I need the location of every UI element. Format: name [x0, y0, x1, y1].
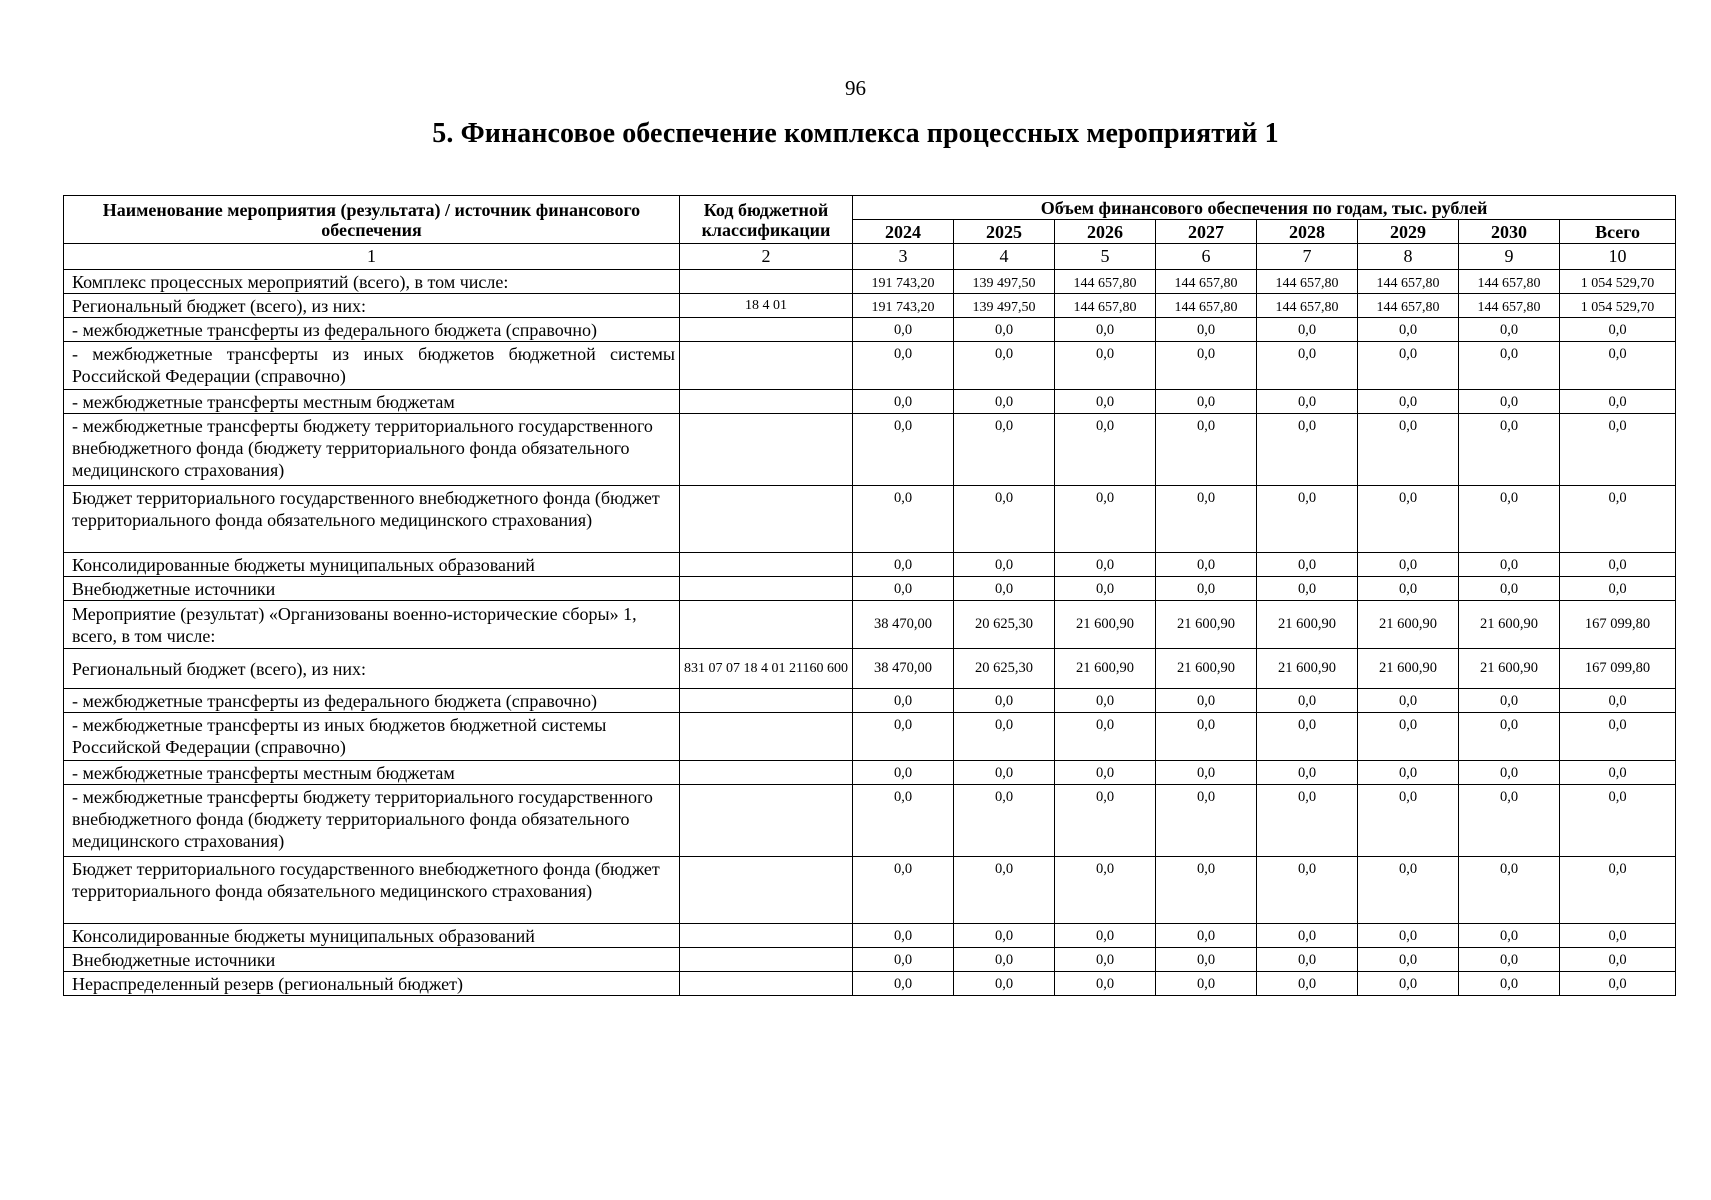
row-code [680, 414, 853, 486]
row-value: 0,0 [954, 577, 1055, 601]
row-value: 0,0 [1560, 390, 1676, 414]
row-name: - межбюджетные трансферты местным бюджетам [64, 390, 680, 414]
table-body [64, 270, 1676, 996]
table-row [64, 785, 1676, 857]
row-value: 21 600,90 [1156, 649, 1257, 689]
row-value: 191 743,20 [853, 270, 954, 294]
row-value: 0,0 [853, 486, 954, 553]
table-row [64, 601, 1676, 649]
row-value: 139 497,50 [954, 294, 1055, 318]
row-value: 0,0 [1257, 689, 1358, 713]
row-value: 0,0 [1156, 486, 1257, 553]
row-value: 21 600,90 [1055, 601, 1156, 649]
row-value: 0,0 [1055, 577, 1156, 601]
table-row [64, 924, 1676, 948]
row-value: 144 657,80 [1156, 294, 1257, 318]
row-value: 0,0 [1257, 948, 1358, 972]
row-value: 144 657,80 [1257, 294, 1358, 318]
row-value: 0,0 [853, 761, 954, 785]
header-index-cell: 7 [1257, 244, 1358, 270]
header-index-cell: 10 [1560, 244, 1676, 270]
row-value: 0,0 [1257, 318, 1358, 342]
row-value: 0,0 [1055, 972, 1156, 996]
row-value: 0,0 [1156, 857, 1257, 924]
row-value: 0,0 [1358, 948, 1459, 972]
row-value: 0,0 [853, 924, 954, 948]
row-value: 0,0 [1459, 713, 1560, 761]
row-value: 0,0 [1459, 972, 1560, 996]
row-value: 0,0 [954, 342, 1055, 390]
row-code [680, 924, 853, 948]
header-index-cell: 5 [1055, 244, 1156, 270]
row-code [680, 270, 853, 294]
header-year: 2025 [954, 220, 1055, 244]
row-value: 38 470,00 [853, 601, 954, 649]
row-value: 0,0 [1257, 414, 1358, 486]
row-value: 0,0 [1156, 713, 1257, 761]
row-name: Консолидированные бюджеты муниципальных образований [64, 924, 680, 948]
row-value: 0,0 [853, 577, 954, 601]
row-value: 0,0 [954, 761, 1055, 785]
row-value: 0,0 [1055, 689, 1156, 713]
row-value: 0,0 [853, 553, 954, 577]
header-index-cell: 3 [853, 244, 954, 270]
row-value: 0,0 [1358, 553, 1459, 577]
row-value: 0,0 [1459, 761, 1560, 785]
row-value: 0,0 [1358, 390, 1459, 414]
row-value: 0,0 [1156, 414, 1257, 486]
table-row [64, 294, 1676, 318]
row-value: 0,0 [1055, 318, 1156, 342]
row-value: 0,0 [1459, 414, 1560, 486]
table-row [64, 414, 1676, 486]
row-value: 0,0 [1156, 342, 1257, 390]
table-row [64, 948, 1676, 972]
row-code [680, 972, 853, 996]
header-index-cell: 9 [1459, 244, 1560, 270]
table-row [64, 553, 1676, 577]
row-value: 0,0 [853, 713, 954, 761]
row-value: 1 054 529,70 [1560, 294, 1676, 318]
row-value: 0,0 [1459, 948, 1560, 972]
row-value: 0,0 [1560, 342, 1676, 390]
header-volume: Объем финансового обеспечения по годам, тыс. рублей [853, 196, 1676, 220]
row-value: 0,0 [1156, 318, 1257, 342]
row-value: 0,0 [1358, 342, 1459, 390]
header-index-cell: 1 [64, 244, 680, 270]
header-year: 2028 [1257, 220, 1358, 244]
row-value: 0,0 [1560, 972, 1676, 996]
row-value: 144 657,80 [1358, 294, 1459, 318]
row-name: Комплекс процессных мероприятий (всего), в том числе: [64, 270, 680, 294]
row-name: Бюджет территориального государственного внебюджетного фонда (бюджет территориального фонда обязательного медицинского страхования) [64, 857, 680, 924]
row-value: 20 625,30 [954, 649, 1055, 689]
row-value: 0,0 [1156, 553, 1257, 577]
row-value: 0,0 [954, 318, 1055, 342]
row-value: 0,0 [954, 689, 1055, 713]
row-name: - межбюджетные трансферты местным бюджетам [64, 761, 680, 785]
header-index-row [64, 244, 1676, 270]
row-value: 0,0 [1459, 689, 1560, 713]
header-year: 2029 [1358, 220, 1459, 244]
row-code [680, 486, 853, 553]
row-value: 0,0 [1560, 318, 1676, 342]
row-value: 0,0 [1358, 414, 1459, 486]
row-value: 144 657,80 [1156, 270, 1257, 294]
row-value: 0,0 [1560, 553, 1676, 577]
row-code [680, 601, 853, 649]
row-name: Нераспределенный резерв (региональный бюджет) [64, 972, 680, 996]
row-value: 0,0 [1055, 390, 1156, 414]
row-code [680, 948, 853, 972]
row-value: 0,0 [1358, 924, 1459, 948]
table-row [64, 342, 1676, 390]
row-value: 0,0 [1257, 486, 1358, 553]
row-value: 0,0 [853, 785, 954, 857]
row-value: 191 743,20 [853, 294, 954, 318]
row-value: 0,0 [1257, 577, 1358, 601]
table-row [64, 486, 1676, 553]
row-value: 0,0 [1560, 761, 1676, 785]
row-value: 144 657,80 [1257, 270, 1358, 294]
row-value: 0,0 [1156, 689, 1257, 713]
row-value: 0,0 [1459, 553, 1560, 577]
row-value: 0,0 [1358, 785, 1459, 857]
row-value: 21 600,90 [1257, 601, 1358, 649]
row-name: - межбюджетные трансферты из иных бюджетов бюджетной системы Российской Федерации (справочно) [64, 713, 680, 761]
table-row [64, 577, 1676, 601]
row-value: 0,0 [1055, 857, 1156, 924]
row-value: 0,0 [1156, 924, 1257, 948]
row-name: Внебюджетные источники [64, 948, 680, 972]
row-value: 0,0 [1055, 342, 1156, 390]
row-value: 0,0 [1055, 785, 1156, 857]
row-value: 0,0 [1358, 486, 1459, 553]
row-value: 0,0 [853, 390, 954, 414]
row-value: 0,0 [1358, 972, 1459, 996]
row-name: - межбюджетные трансферты бюджету территориального государственного внебюджетного фонда (бюджету территориального фонда обязательного медицинского страхования) [64, 785, 680, 857]
row-value: 0,0 [1055, 713, 1156, 761]
table-row [64, 761, 1676, 785]
row-value: 0,0 [1358, 577, 1459, 601]
table-row [64, 649, 1676, 689]
row-name: Консолидированные бюджеты муниципальных образований [64, 553, 680, 577]
row-value: 0,0 [1560, 857, 1676, 924]
row-value: 21 600,90 [1459, 649, 1560, 689]
header-year: 2030 [1459, 220, 1560, 244]
row-value: 0,0 [1055, 553, 1156, 577]
row-code [680, 390, 853, 414]
row-name: - межбюджетные трансферты из федерального бюджета (справочно) [64, 318, 680, 342]
row-value: 0,0 [1560, 948, 1676, 972]
header-year: 2026 [1055, 220, 1156, 244]
row-code [680, 318, 853, 342]
row-value: 0,0 [1257, 713, 1358, 761]
row-value: 21 600,90 [1358, 601, 1459, 649]
table-row [64, 972, 1676, 996]
table-row [64, 857, 1676, 924]
row-value: 167 099,80 [1560, 601, 1676, 649]
row-code: 831 07 07 18 4 01 21160 600 [680, 649, 853, 689]
row-value: 0,0 [1459, 857, 1560, 924]
row-code [680, 577, 853, 601]
row-value: 0,0 [1257, 342, 1358, 390]
row-code [680, 553, 853, 577]
row-value: 0,0 [1156, 761, 1257, 785]
row-value: 0,0 [954, 785, 1055, 857]
row-value: 0,0 [954, 924, 1055, 948]
row-value: 144 657,80 [1358, 270, 1459, 294]
row-value: 0,0 [853, 318, 954, 342]
row-code [680, 342, 853, 390]
row-value: 0,0 [853, 342, 954, 390]
row-value: 0,0 [1459, 486, 1560, 553]
row-value: 144 657,80 [1459, 270, 1560, 294]
row-code [680, 761, 853, 785]
row-value: 0,0 [1257, 390, 1358, 414]
table-row [64, 318, 1676, 342]
row-value: 0,0 [1459, 924, 1560, 948]
header-index-cell: 8 [1358, 244, 1459, 270]
row-value: 0,0 [1055, 486, 1156, 553]
row-value: 0,0 [853, 972, 954, 996]
row-value: 0,0 [1560, 577, 1676, 601]
row-value: 0,0 [853, 414, 954, 486]
row-value: 0,0 [1257, 924, 1358, 948]
row-value: 144 657,80 [1055, 270, 1156, 294]
row-value: 21 600,90 [1055, 649, 1156, 689]
row-value: 0,0 [1459, 390, 1560, 414]
row-value: 0,0 [853, 948, 954, 972]
table-row [64, 390, 1676, 414]
table-row [64, 713, 1676, 761]
row-name: Мероприятие (результат) «Организованы военно-исторические сборы» 1, всего, в том числе: [64, 601, 680, 649]
row-value: 0,0 [1257, 553, 1358, 577]
header-year: Всего [1560, 220, 1676, 244]
row-name: - межбюджетные трансферты бюджету территориального государственного внебюджетного фонда (бюджету территориального фонда обязательного медицинского страхования) [64, 414, 680, 486]
row-value: 21 600,90 [1459, 601, 1560, 649]
row-value: 1 054 529,70 [1560, 270, 1676, 294]
row-value: 0,0 [853, 689, 954, 713]
header-year: 2027 [1156, 220, 1257, 244]
row-value: 0,0 [954, 486, 1055, 553]
row-value: 0,0 [1257, 761, 1358, 785]
row-value: 144 657,80 [1459, 294, 1560, 318]
row-value: 0,0 [1560, 924, 1676, 948]
row-value: 21 600,90 [1156, 601, 1257, 649]
row-value: 0,0 [1459, 785, 1560, 857]
row-code [680, 689, 853, 713]
row-name: Внебюджетные источники [64, 577, 680, 601]
row-name: Региональный бюджет (всего), из них: [64, 294, 680, 318]
row-name: Бюджет территориального государственного внебюджетного фонда (бюджет территориального фонда обязательного медицинского страхования) [64, 486, 680, 553]
row-value: 167 099,80 [1560, 649, 1676, 689]
row-value: 0,0 [954, 553, 1055, 577]
row-value: 0,0 [1156, 577, 1257, 601]
row-value: 0,0 [954, 857, 1055, 924]
row-value: 21 600,90 [1358, 649, 1459, 689]
row-value: 0,0 [1560, 689, 1676, 713]
row-value: 0,0 [1459, 577, 1560, 601]
row-value: 0,0 [954, 972, 1055, 996]
row-value: 0,0 [1156, 785, 1257, 857]
header-year: 2024 [853, 220, 954, 244]
table-row [64, 689, 1676, 713]
row-value: 0,0 [1257, 785, 1358, 857]
row-value: 0,0 [954, 713, 1055, 761]
row-value: 0,0 [1560, 713, 1676, 761]
row-value: 0,0 [954, 390, 1055, 414]
row-value: 0,0 [954, 414, 1055, 486]
row-value: 0,0 [1156, 948, 1257, 972]
header-index-cell: 2 [680, 244, 853, 270]
table-row [64, 270, 1676, 294]
page-number: 96 [845, 76, 866, 100]
financing-table [63, 195, 1676, 996]
row-code [680, 857, 853, 924]
row-value: 0,0 [853, 857, 954, 924]
row-value: 0,0 [1257, 972, 1358, 996]
row-value: 0,0 [1358, 689, 1459, 713]
row-value: 0,0 [1156, 972, 1257, 996]
row-code [680, 785, 853, 857]
page-title: 5. Финансовое обеспечение комплекса процессных мероприятий 1 [432, 118, 1279, 149]
row-value: 0,0 [1358, 761, 1459, 785]
row-value: 0,0 [1560, 486, 1676, 553]
row-value: 38 470,00 [853, 649, 954, 689]
row-value: 0,0 [1358, 318, 1459, 342]
row-value: 0,0 [1560, 785, 1676, 857]
row-value: 0,0 [1055, 948, 1156, 972]
header-name: Наименование мероприятия (результата) / источник финансового обеспечения [64, 196, 680, 244]
row-name: - межбюджетные трансферты из федерального бюджета (справочно) [64, 689, 680, 713]
row-value: 21 600,90 [1257, 649, 1358, 689]
row-value: 0,0 [1459, 318, 1560, 342]
row-value: 0,0 [1257, 857, 1358, 924]
row-name: Региональный бюджет (всего), из них: [64, 649, 680, 689]
row-value: 0,0 [1358, 713, 1459, 761]
row-code [680, 713, 853, 761]
row-value: 0,0 [1459, 342, 1560, 390]
row-value: 20 625,30 [954, 601, 1055, 649]
row-code: 18 4 01 [680, 294, 853, 318]
header-code: Код бюджетной классификации [680, 196, 853, 244]
row-value: 0,0 [1055, 414, 1156, 486]
row-name: - межбюджетные трансферты из иных бюджетов бюджетной системы Российской Федерации (справочно) [64, 342, 680, 390]
header-index-cell: 6 [1156, 244, 1257, 270]
row-value: 0,0 [1358, 857, 1459, 924]
row-value: 139 497,50 [954, 270, 1055, 294]
row-value: 0,0 [1560, 414, 1676, 486]
row-value: 0,0 [1055, 924, 1156, 948]
row-value: 144 657,80 [1055, 294, 1156, 318]
row-value: 0,0 [1156, 390, 1257, 414]
row-value: 0,0 [1055, 761, 1156, 785]
row-value: 0,0 [954, 948, 1055, 972]
header-index-cell: 4 [954, 244, 1055, 270]
